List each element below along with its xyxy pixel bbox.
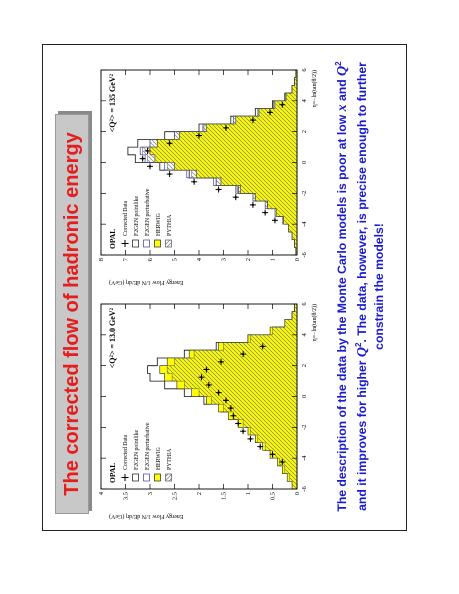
y-tick-label: 0	[294, 492, 302, 496]
legend-label: Corrected Data	[123, 434, 129, 470]
x-tick-label: -6	[301, 486, 308, 492]
y-axis-label: Energy Flow 1/N dE/dη (GeV)	[109, 513, 184, 519]
y-tick-label: 4	[98, 492, 106, 496]
legend-label: F2GEN perturbative	[145, 188, 151, 236]
legend-label: HERWIG	[156, 447, 162, 470]
chart-panel-2	[98, 68, 318, 286]
rotated-slide-content	[43, 45, 407, 531]
x-axis-label: η=−ln(tan(θ/2))	[312, 304, 318, 342]
legend-label: PYTHIA	[167, 448, 173, 470]
legend-label: F2GEN pointlike	[134, 195, 140, 236]
x-tick-label: 4	[301, 99, 308, 103]
x-tick-label: 6	[301, 68, 308, 72]
caption-superscript: 2	[334, 61, 343, 66]
opal-label: OPAL	[108, 228, 117, 249]
legend-label: F2GEN perturbative	[145, 422, 151, 470]
opal-label: OPAL	[108, 462, 117, 483]
x-tick-label: 4	[301, 333, 308, 337]
legend-swatch	[155, 240, 161, 247]
x-tick-label: 0	[301, 160, 308, 165]
x-axis-label: η=−ln(tan(θ/2))	[312, 70, 318, 108]
slide-caption	[331, 59, 387, 514]
x-tick-label: -4	[301, 221, 308, 227]
caption-text-1: The description of the data by the Monte Carlo models is poor at low	[335, 114, 350, 512]
y-tick-label: 0.5	[269, 492, 277, 501]
caption-text-4: . The data, however, is precise enough to further constrain the models!	[355, 62, 387, 350]
caption-symbol-q2: Q	[355, 346, 371, 358]
legend-swatch	[133, 240, 139, 247]
x-tick-label: 2	[301, 130, 308, 134]
y-tick-label: 0	[294, 258, 302, 262]
x-tick-label: -6	[301, 252, 308, 258]
y-tick-label: 8	[98, 258, 106, 262]
legend-label: Corrected Data	[123, 200, 129, 236]
legend-label: PYTHIA	[167, 214, 173, 236]
y-tick-label: 6	[147, 258, 155, 262]
caption-symbol-q: Q	[335, 65, 351, 76]
y-tick-label: 2	[196, 492, 204, 496]
slide-frame	[42, 44, 407, 531]
y-tick-label: 4	[196, 258, 204, 262]
legend-label: HERWIG	[156, 213, 162, 236]
energy-flow-plots	[95, 49, 327, 527]
x-tick-label: 6	[301, 302, 308, 306]
caption-text-3: and it improves for higher	[355, 360, 370, 511]
slide-title: The corrected flow of hadronic energy	[55, 114, 89, 514]
y-tick-label: 1	[245, 492, 253, 496]
caption-text-2: and	[335, 79, 350, 102]
x-tick-label: -2	[301, 424, 308, 431]
chart-panel-1	[98, 302, 318, 520]
x-tick-label: -2	[301, 190, 308, 197]
x-tick-label: 0	[301, 394, 308, 399]
x-tick-label: 2	[301, 364, 308, 368]
y-tick-label: 5	[171, 258, 179, 262]
caption-superscript-2: 2	[354, 342, 364, 347]
legend-label: F2GEN pointlike	[134, 429, 140, 470]
legend-swatch	[133, 474, 139, 481]
y-axis-label: Energy Flow 1/N dE/dη (GeV)	[109, 279, 184, 285]
legend-swatch	[144, 240, 150, 247]
y-tick-label: 2.5	[171, 492, 179, 501]
y-tick-label: 3	[147, 492, 155, 496]
legend-swatch	[166, 240, 172, 247]
y-tick-label: 3.5	[122, 492, 130, 501]
q2-annotation: <Q²> = 13.0 GeV²	[108, 308, 117, 369]
y-tick-label: 3	[220, 258, 228, 262]
y-tick-label: 1.5	[220, 492, 228, 501]
y-tick-label: 1	[269, 258, 277, 262]
legend-swatch	[144, 474, 150, 481]
x-tick-label: -4	[301, 455, 308, 461]
y-tick-label: 7	[122, 258, 130, 262]
caption-symbol-x: x	[335, 104, 351, 112]
y-tick-label: 2	[245, 258, 253, 262]
legend-swatch	[166, 474, 172, 481]
legend-swatch	[155, 474, 161, 481]
q2-annotation: <Q²> = 135 GeV²	[108, 74, 117, 133]
